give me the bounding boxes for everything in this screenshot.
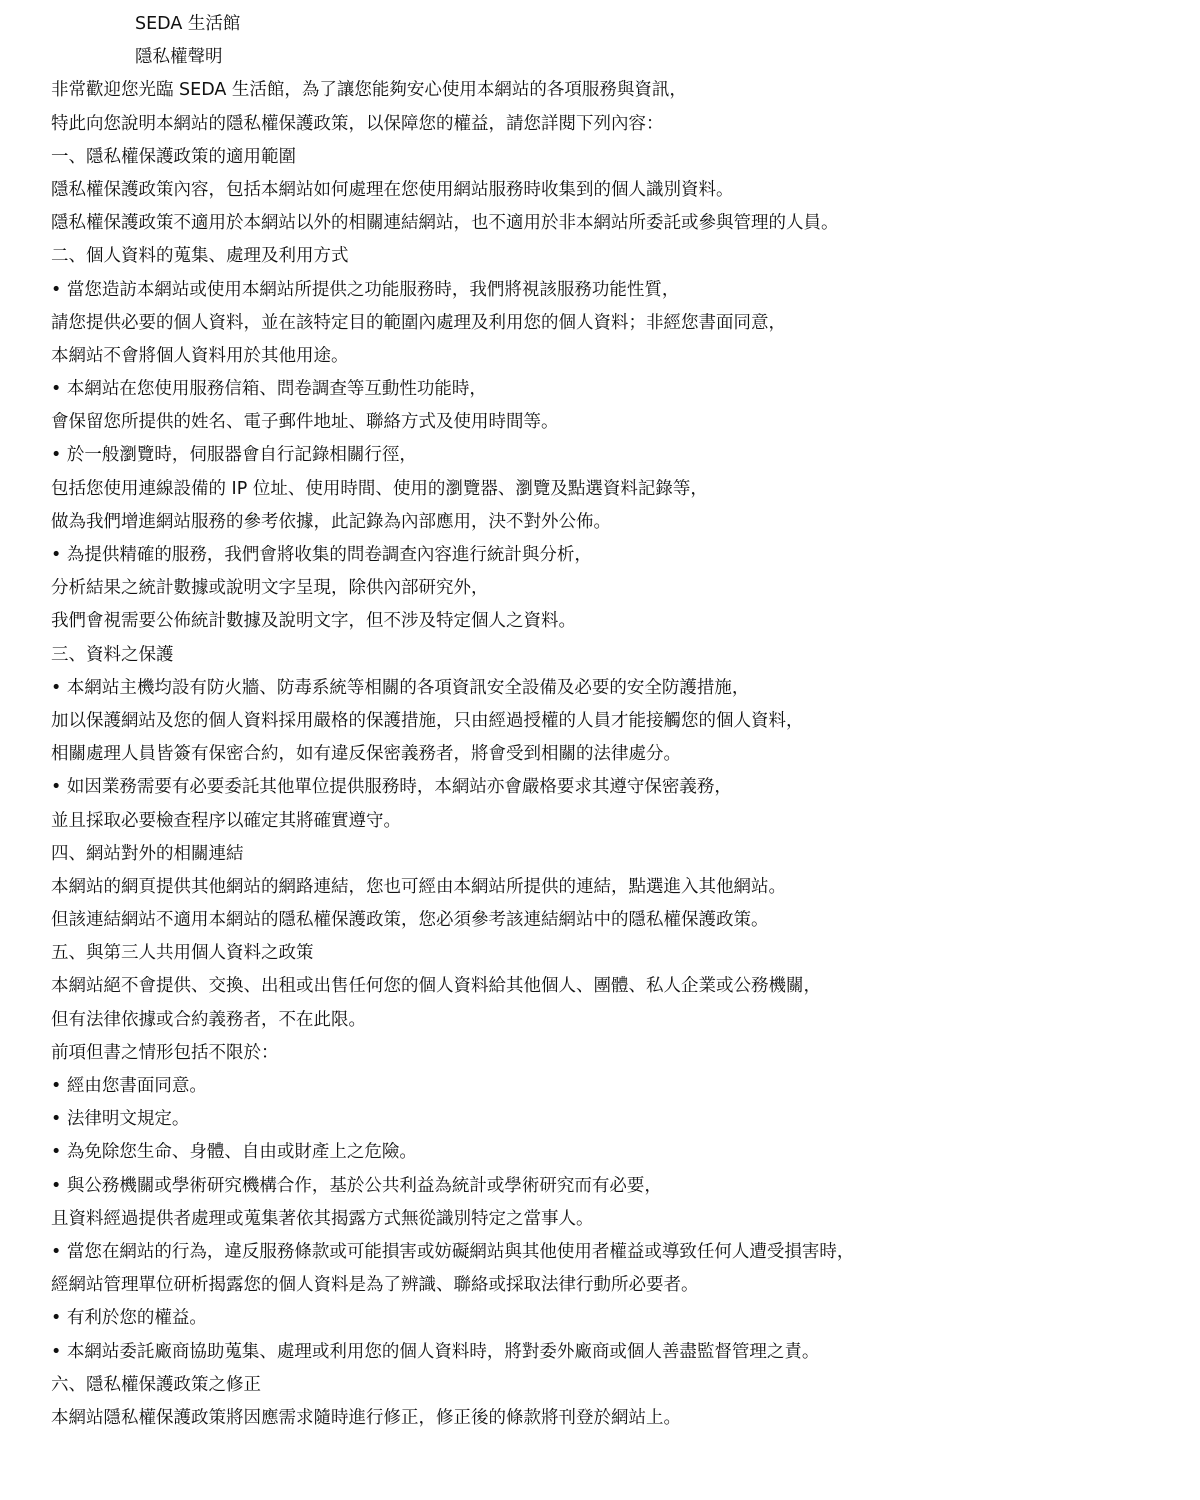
bullet-item: • 當您在網站的行為，違反服務條款或可能損害或妨礙網站與其他使用者權益或導致任何人遭受損害時，: [51, 1241, 855, 1262]
paragraph-line: 加以保護網站及您的個人資料採用嚴格的保護措施，只由經過授權的人員才能接觸您的個人資料，: [51, 710, 804, 731]
bullet-item: • 本網站委託廠商協助蒐集、處理或利用您的個人資料時，將對委外廠商或個人善盡監督管理之責。: [51, 1341, 820, 1362]
paragraph-line: 但有法律依據或合約義務者，不在此限。: [51, 1009, 366, 1030]
section-heading: 一、隱私權保護政策的適用範圍: [51, 146, 296, 167]
paragraph-line: 分析結果之統計數據或說明文字呈現，除供內部研究外，: [51, 578, 489, 599]
bullet-item: • 為提供精確的服務，我們會將收集的問卷調查內容進行統計與分析，: [51, 545, 592, 565]
section-heading: 二、個人資料的蒐集、處理及利用方式: [51, 246, 349, 267]
paragraph-line: 前項但書之情形包括不限於：: [51, 1042, 279, 1063]
paragraph-line: 隱私權保護政策內容，包括本網站如何處理在您使用網站服務時收集到的個人識別資料。: [51, 179, 734, 200]
site-name: SEDA 生活館: [135, 14, 241, 34]
paragraph-line: 但該連結網站不適用本網站的隱私權保護政策，您必須參考該連結網站中的隱私權保護政策。: [51, 910, 769, 931]
paragraph-line: 請您提供必要的個人資料，並在該特定目的範圍內處理及利用您的個人資料；非經您書面同意，: [51, 312, 786, 333]
bullet-item: • 法律明文規定。: [51, 1109, 190, 1130]
section-heading: 六、隱私權保護政策之修正: [51, 1374, 261, 1395]
paragraph-line: 本網站絕不會提供、交換、出租或出售任何您的個人資料給其他個人、團體、私人企業或公務機關，: [51, 976, 821, 997]
bullet-item: • 本網站主機均設有防火牆、防毒系統等相關的各項資訊安全設備及必要的安全防護措施，: [51, 677, 750, 698]
paragraph-line: 非常歡迎您光臨 SEDA 生活館，為了讓您能夠安心使用本網站的各項服務與資訊，: [51, 80, 687, 101]
paragraph-line: 特此向您說明本網站的隱私權保護政策，以保障您的權益，請您詳閱下列內容：: [51, 113, 664, 134]
paragraph-line: 經網站管理單位研析揭露您的個人資料是為了辨識、聯絡或採取法律行動所必要者。: [51, 1275, 699, 1296]
paragraph-line: 隱私權保護政策不適用於本網站以外的相關連結網站，也不適用於非本網站所委託或參與管理的人員。: [51, 213, 839, 234]
section-heading: 四、網站對外的相關連結: [51, 843, 244, 864]
bullet-item: • 與公務機關或學術研究機構合作，基於公共利益為統計或學術研究而有必要，: [51, 1175, 662, 1196]
privacy-policy-document: [51, 8, 1171, 1435]
bullet-item: • 於一般瀏覽時，伺服器會自行記錄相關行徑，: [51, 445, 417, 466]
section-heading: 五、與第三人共用個人資料之政策: [51, 943, 314, 964]
bullet-item: • 為免除您生命、身體、自由或財產上之危險。: [51, 1142, 417, 1163]
paragraph-line: 本網站不會將個人資料用於其他用途。: [51, 345, 349, 366]
document-title: 隱私權聲明: [135, 47, 223, 68]
paragraph-line: 且資料經過提供者處理或蒐集著依其揭露方式無從識別特定之當事人。: [51, 1208, 594, 1229]
paragraph-line: 並且採取必要檢查程序以確定其將確實遵守。: [51, 810, 401, 831]
bullet-item: • 本網站在您使用服務信箱、問卷調查等互動性功能時，: [51, 379, 487, 400]
paragraph-line: 包括您使用連線設備的 IP 位址、使用時間、使用的瀏覽器、瀏覽及點選資料記錄等，: [51, 478, 708, 499]
bullet-item: • 有利於您的權益。: [51, 1308, 207, 1329]
bullet-item: • 如因業務需要有必要委託其他單位提供服務時，本網站亦會嚴格要求其遵守保密義務，: [51, 777, 732, 798]
bullet-item: • 當您造訪本網站或使用本網站所提供之功能服務時，我們將視該服務功能性質，: [51, 279, 680, 300]
bullet-item: • 經由您書面同意。: [51, 1076, 207, 1096]
paragraph-line: 相關處理人員皆簽有保密合約，如有違反保密義務者，將會受到相關的法律處分。: [51, 744, 681, 765]
paragraph-line: 我們會視需要公佈統計數據及說明文字，但不涉及特定個人之資料。: [51, 611, 576, 632]
paragraph-line: 會保留您所提供的姓名、電子郵件地址、聯絡方式及使用時間等。: [51, 412, 559, 433]
policy-body: [51, 74, 1171, 1435]
paragraph-line: 本網站的網頁提供其他網站的網路連結，您也可經由本網站所提供的連結，點選進入其他網站。: [51, 876, 786, 897]
section-heading: 三、資料之保護: [51, 644, 174, 665]
paragraph-line: 做為我們增進網站服務的參考依據，此記錄為內部應用，決不對外公佈。: [51, 511, 611, 532]
paragraph-line: 本網站隱私權保護政策將因應需求隨時進行修正，修正後的條款將刊登於網站上。: [51, 1407, 681, 1428]
